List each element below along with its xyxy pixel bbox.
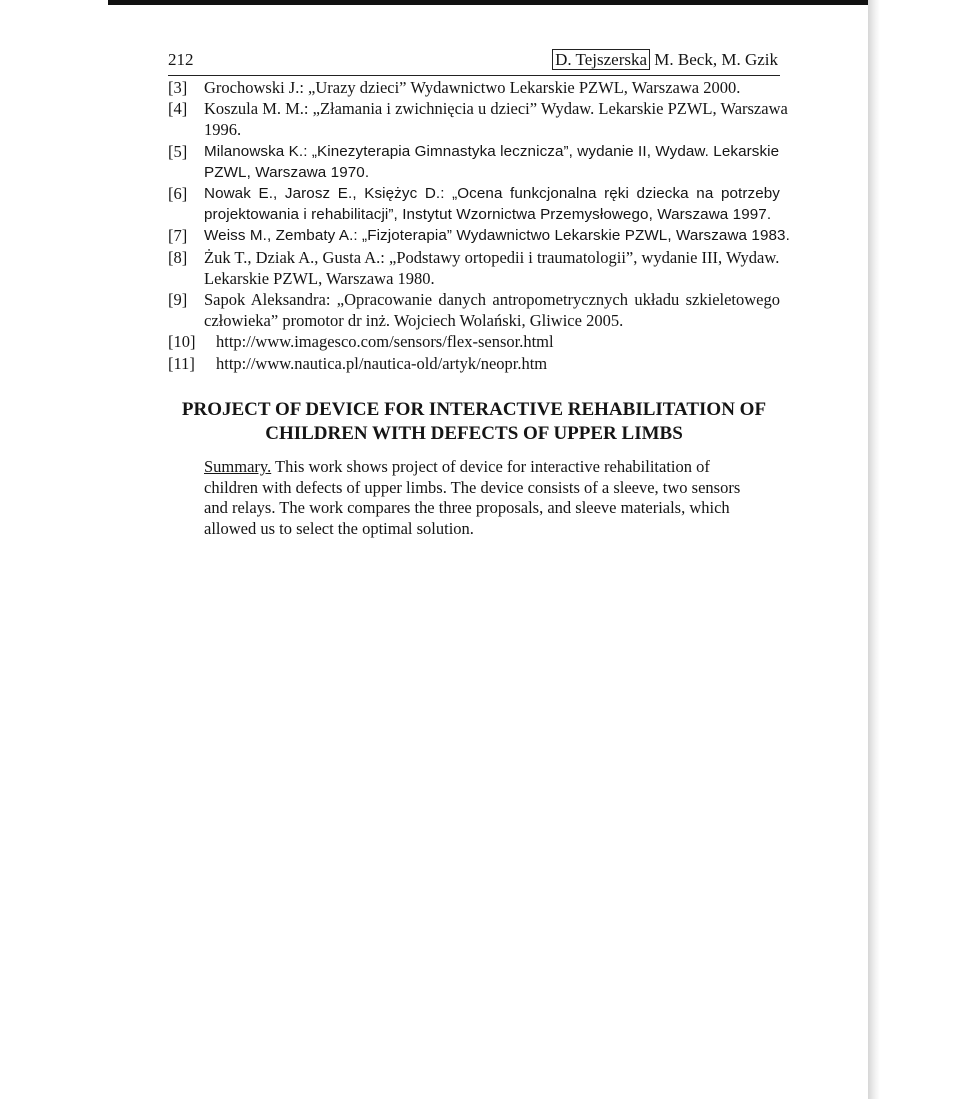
reference-number: [8] [168, 247, 188, 267]
reference-link[interactable]: http://www.nautica.pl/nautica-old/artyk/neopr.htm [216, 353, 548, 373]
reference-number: [4] [168, 99, 188, 119]
reference-number: [3] [168, 78, 188, 97]
reference-text: projektowania i rehabilitacji”, Instytut Wzornictwa Przemysłowego, Warszawa 1997. [204, 206, 772, 224]
reference-text: Sapok Aleksandra: „Opracowanie danych antropometrycznych układu szkieletowego [204, 290, 780, 310]
boxed-author: D. Tejszerska [552, 49, 650, 70]
reference-item [168, 225, 790, 246]
reference-item [168, 331, 780, 352]
reference-number: [6] [168, 184, 188, 204]
summary-line: children with defects of upper limbs. The device consists of a sleeve, two sensors [204, 477, 741, 497]
other-authors: M. Beck, M. Gzik [654, 50, 778, 69]
reference-text: 1996. [204, 120, 242, 140]
title-line: PROJECT OF DEVICE FOR INTERACTIVE REHABILITATION OF [181, 399, 767, 420]
article-title [168, 398, 780, 446]
reference-text: Grochowski J.: „Urazy dzieci” Wydawnictwo Lekarskie PZWL, Warszawa 2000. [204, 78, 741, 97]
title-line: CHILDREN WITH DEFECTS OF UPPER LIMBS [265, 423, 683, 444]
reference-number: [5] [168, 141, 188, 161]
reference-text: Nowak E., Jarosz E., Księżyc D.: „Ocena funkcjonalna ręki dziecka na potrzeby [204, 185, 780, 203]
reference-number: [11] [168, 353, 195, 373]
summary-label: Summary. [204, 457, 272, 476]
reference-item [168, 353, 780, 374]
reference-text: Koszula M. M.: „Złamania i zwichnięcia u dzieci” Wydaw. Lekarskie PZWL, Warszawa [204, 99, 788, 119]
reference-item [168, 289, 780, 331]
reference-item [168, 77, 780, 98]
summary-paragraph [204, 457, 744, 539]
page-number: 212 [168, 50, 194, 69]
reference-text: Żuk T., Dziak A., Gusta A.: „Podstawy ortopedii i traumatologii”, wydanie III, Wydaw. [204, 247, 780, 267]
reference-item [168, 98, 788, 140]
reference-text: PZWL, Warszawa 1970. [204, 163, 370, 181]
reference-text: Weiss M., Zembaty A.: „Fizjoterapia” Wydawnictwo Lekarskie PZWL, Warszawa 1983. [204, 227, 790, 245]
header-authors [552, 49, 778, 71]
reference-number: [9] [168, 290, 188, 310]
reference-number: [7] [168, 226, 188, 246]
summary-line: allowed us to select the optimal solution. [204, 518, 474, 538]
reference-item [168, 141, 780, 183]
summary-text: This work shows project of device for interactive rehabilitation of [271, 457, 710, 476]
reference-text: Lekarskie PZWL, Warszawa 1980. [204, 268, 435, 288]
reference-number: [10] [168, 332, 196, 352]
reference-text: człowieka” promotor dr inż. Wojciech Wolański, Gliwice 2005. [204, 311, 624, 331]
reference-text: Milanowska K.: „Kinezyterapia Gimnastyka lecznicza”, wydanie II, Wydaw. Lekarskie [204, 142, 780, 160]
reference-list [168, 77, 790, 374]
summary-line: and relays. The work compares the three proposals, and sleeve materials, which [204, 498, 730, 518]
running-header [168, 49, 780, 76]
reference-item [168, 247, 780, 289]
summary-line [204, 457, 744, 478]
reference-link[interactable]: http://www.imagesco.com/sensors/flex-sensor.html [216, 332, 554, 352]
reference-item [168, 183, 780, 225]
